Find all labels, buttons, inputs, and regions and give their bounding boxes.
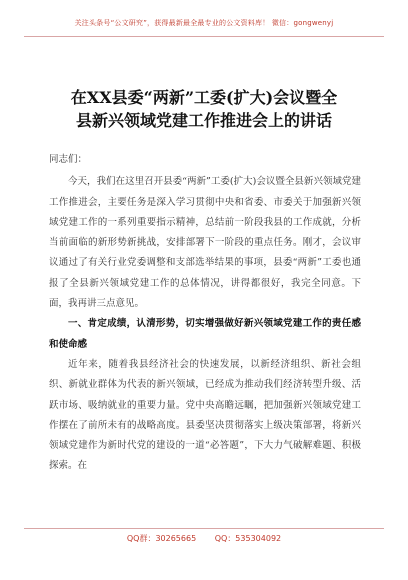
document-body: [49, 150, 361, 477]
section-heading: 一、肯定成绩，认清形势，切实增强做好新兴领域党建工作的责任感和使命感: [49, 318, 361, 350]
footer-divider: [24, 528, 384, 529]
title-line-2: 县新兴领域党建工作推进会上的讲话: [75, 111, 332, 130]
footer-qq: QQ：535304092: [214, 534, 282, 543]
title-line-1: 在XX县委“两新”工委(扩大)会议暨全: [70, 88, 338, 107]
salutation: 同志们：: [49, 154, 88, 165]
footer: [0, 533, 408, 544]
document-title: [50, 86, 358, 132]
body-paragraph: 近年来，随着我县经济社会的快速发展，以新经济组织、新社会组织、新就业群体为代表的新兴领域，已经成为推动我们经济转型升级、活跃市场、吸纳就业的重要力量。党中央高瞻远瞩，把加强新兴领域党建工作摆在了前所未有的战略高度。县委坚决贯彻落实上级决策部署，将新兴领域党建作为新时代党的建设的一道“必答题”，下大力气破解难题、积极探索。在: [49, 358, 361, 472]
body-paragraph: 今天，我们在这里召开县委“两新”工委(扩大)会议暨全县新兴领域党建工作推进会，主要任务是深入学习贯彻中央和省委、市委关于加强新兴领域党建工作的一系列重要指示精神，总结前一阶段我县的工作成就，分析当前面临的新形势新挑战，安排部署下一阶段的重点任务。刚才，会议审议通过了有关行业党委调整和支部选举结果的事项，县委“两新”工委也通报了全县新兴领域党建工作的总体情况，讲得都很好，我完全同意。下面，我再讲三点意见。: [49, 176, 361, 310]
header-divider: [24, 36, 384, 37]
header-banner: 关注头条号“公文研究”，获得最新最全最专业的公文资料库！ 微信：gongwenyj: [74, 19, 334, 27]
footer-qq-group: QQ群：30265665: [126, 534, 197, 543]
